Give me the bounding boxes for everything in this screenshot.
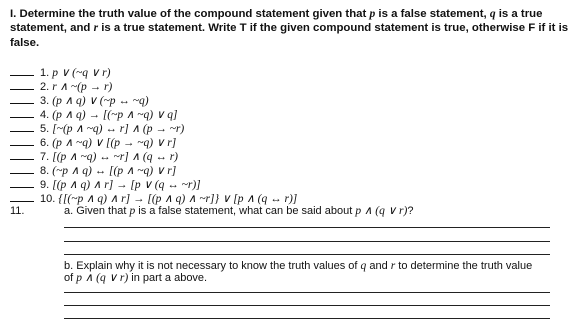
statement-number: 7. [40,151,50,163]
answer-blank-3[interactable] [10,94,34,104]
statement-row-5 [10,122,184,134]
statement-row-10 [10,192,297,204]
statement-row-6 [10,136,176,148]
statement-row-7 [10,150,178,162]
q11b-var-r: r [390,260,396,272]
statement-number: 6. [40,137,50,149]
answer-blank-6[interactable] [10,136,34,146]
statement-row-1 [10,66,110,78]
answer-blank-9[interactable] [10,178,34,188]
statement-expression: (~p ∧ q) ↔ [(p ∧ ~q) ∨ r] [52,165,177,177]
statement-row-2 [10,80,112,92]
answer-blank-7[interactable] [10,150,34,160]
q11a-var-p: p [129,205,136,217]
q11a-text-1: a. Given that [64,205,130,217]
statement-expression: p ∨ (~q ∨ r) [52,67,111,79]
answer-line-11b-1[interactable] [64,292,550,293]
q11a-text-2: is a false statement, what can be said about [135,205,356,217]
q11b-text-3: to determine the truth value [395,260,533,272]
instructions-text-2: is a false statement, [375,8,490,20]
q11b-text-2: and [366,260,391,272]
q11b-text-5: in part a above. [128,272,208,284]
answer-line-11b-3[interactable] [64,318,550,319]
var-r: r [93,22,99,35]
answer-blank-10[interactable] [10,192,34,202]
q11a-text-3: ? [407,205,414,217]
answer-line-11a-1[interactable] [64,227,550,228]
statement-number: 5. [40,123,50,135]
statement-number: 4. [40,109,50,121]
statement-expression: (p ∧ q) → [(~p ∧ ~q) ∨ q] [52,109,178,121]
statement-expression: {[(~p ∧ q) ∧ r] → [(p ∧ q) ∧ ~r]} ∨ [p ∧ (q ↔ r)] [58,193,298,205]
statement-expression: [(p ∧ ~q) ↔ ~r] ∧ (q ↔ r) [52,151,178,163]
answer-blank-5[interactable] [10,122,34,132]
statement-number: 1. [40,67,50,79]
var-p: p [369,8,376,20]
q11b-text-1: b. Explain why it is not necessary to know the truth values of [64,260,361,272]
var-q: q [489,8,496,20]
q11b-var-q: q [360,260,367,272]
q11a-expression: p ∧ (q ∨ r) [355,205,408,217]
instructions [10,7,570,50]
instructions-text-1: I. Determine the truth value of the compound statement given that [10,8,370,20]
statement-expression: r ∧ ~(p → r) [52,81,113,93]
answer-line-11a-3[interactable] [64,254,550,255]
q11b-expression: p ∧ (q ∨ r) [76,272,129,284]
statement-row-9 [10,178,201,190]
question-11a-prompt [64,205,564,217]
statement-expression: [(p ∧ q) ∧ r] → [p ∨ (q ↔ ~r)] [52,179,201,191]
answer-blank-2[interactable] [10,80,34,90]
statement-number: 2. [40,81,50,93]
statement-number: 3. [40,95,50,107]
question-11-number: 11. [10,205,25,217]
statement-row-4 [10,108,177,120]
instructions-text-4: is a true statement. Write T if the given compound statement is true, otherwise F if it is false. [10,22,569,49]
answer-line-11a-2[interactable] [64,241,550,242]
statement-row-8 [10,164,176,176]
answer-blank-4[interactable] [10,108,34,118]
answer-blank-8[interactable] [10,164,34,174]
statement-number: 8. [40,165,50,177]
answer-line-11b-2[interactable] [64,305,550,306]
statement-expression: [~(p ∧ ~q) ↔ r] ∧ (p → ~r) [52,123,185,135]
statement-number: 9. [40,179,50,191]
statement-expression: (p ∧ q) ∨ (~p ↔ ~q) [52,95,149,107]
statement-row-3 [10,94,149,106]
question-11b-prompt [64,260,564,284]
answer-blank-1[interactable] [10,66,34,76]
instructions-text-3: is a true statement, and [10,8,543,35]
statement-expression: (p ∧ ~q) ∨ [(p → ~q) ∨ r] [52,137,177,149]
statement-number: 10. [40,193,56,205]
q11b-text-4: of [64,272,77,284]
